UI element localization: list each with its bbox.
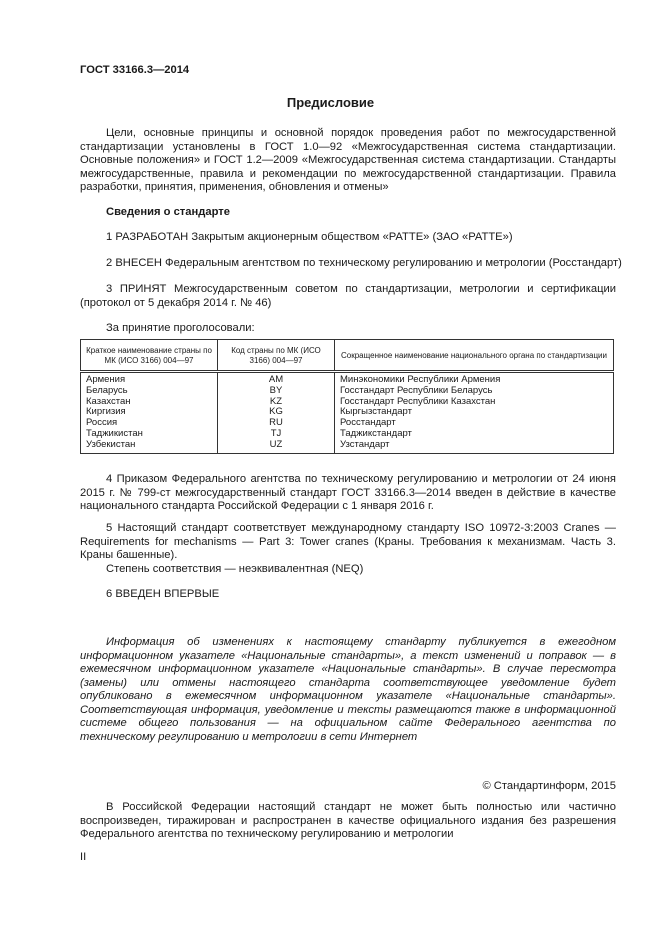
conformity-degree: Степень соответствия — неэквивалентная (NEQ) — [106, 563, 364, 575]
table-cell-body: Госстандарт Республики Беларусь — [335, 386, 614, 397]
table-cell-body: Госстандарт Республики Казахстан — [335, 397, 614, 408]
table-header-body: Сокращенное наименование национального органа по стандартизации — [335, 340, 614, 372]
document-header: ГОСТ 33166.3—2014 — [80, 64, 190, 76]
voting-table — [80, 339, 614, 454]
table-cell-country: Россия — [81, 418, 218, 429]
table-header-country: Краткое наименование страны по МК (ИСО 3166) 004—97 — [81, 340, 218, 372]
item-introduced: 2 ВНЕСЕН Федеральным агентством по техническому регулированию и метрологии (Росстандарт) — [106, 257, 622, 269]
item-adopted: 3 ПРИНЯТ Межгосударственным советом по стандартизации, метрологии и сертификации (протокол от 5 декабря 2014 г. № 46) — [80, 283, 616, 309]
table-cell-code: BY — [218, 386, 335, 397]
table-row — [81, 440, 614, 453]
table-cell-code: UZ — [218, 440, 335, 453]
table-row — [81, 386, 614, 397]
table-cell-code: AM — [218, 372, 335, 386]
table-cell-body: Росстандарт — [335, 418, 614, 429]
table-cell-country: Армения — [81, 372, 218, 386]
table-cell-country: Узбекистан — [81, 440, 218, 453]
table-cell-country: Беларусь — [81, 386, 218, 397]
table-cell-code: RU — [218, 418, 335, 429]
intro-paragraph: Цели, основные принципы и основной порядок проведения работ по межгосударственной стандартизации установлены в ГОСТ 1.0—92 «Межгосударственная система стандартизации. Основные положения» и ГОСТ 1.2—2009 «Межгосударственная система стандартизации. Стандарты межгосударственные, правила и рекомендации по межгосударственной стандартизации. Правила разработки, принятия, применения, обновления и отмены» — [80, 127, 616, 193]
copyright-line: © Стандартинформ, 2015 — [482, 780, 616, 792]
page-number: II — [80, 851, 87, 863]
item-first-introduced: 6 ВВЕДЕН ВПЕРВЫЕ — [106, 588, 220, 600]
table-cell-body: Минэкономики Республики Армения — [335, 372, 614, 386]
table-cell-code: KZ — [218, 397, 335, 408]
voted-label: За принятие проголосовали: — [106, 322, 255, 334]
table-cell-code: KG — [218, 407, 335, 418]
table-cell-body: Узстандарт — [335, 440, 614, 453]
table-cell-body: Кыргызстандарт — [335, 407, 614, 418]
item-developed: 1 РАЗРАБОТАН Закрытым акционерным обществом «PATTE» (ЗАО «PATTE») — [106, 231, 513, 243]
table-row — [81, 372, 614, 386]
item-order: 4 Приказом Федерального агентства по техническому регулированию и метрологии от 24 июня 2015 г. № 799-ст межгосударственный стандарт ГОСТ 33166.3—2014 введен в действие в качестве национального стандарта Российской Федерации с 1 января 2016 г. — [80, 473, 616, 512]
legal-notice: В Российской Федерации настоящий стандарт не может быть полностью или частично воспроизведен, тиражирован и распространен в качестве официального издания без разрешения Федерального агентства по техническому регулированию и метрологии — [80, 801, 616, 840]
table-cell-code: TJ — [218, 429, 335, 440]
info-notice: Информация об изменениях к настоящему стандарту публикуется в ежегодном информационном указателе «Национальные стандарты», а текст изменений и поправок — в ежемесячном информационном указателе «Национальные стандарты». В случае пересмотра (замены) или отмены настоящего стандарта соответствующее уведомление будет опубликовано в ежемесячном информационном указателе «Национальные стандарты». Соответствующая информация, уведомление и тексты размещаются также в информационной системе общего пользования — на официальном сайте Федерального агентства по техническому регулированию и метрологии в сети Интернет — [80, 636, 616, 743]
page-title: Предисловие — [286, 95, 375, 110]
section-heading: Сведения о стандарте — [106, 206, 230, 218]
table-cell-country: Таджикистан — [81, 429, 218, 440]
table-cell-country: Киргизия — [81, 407, 218, 418]
item-conformity: 5 Настоящий стандарт соответствует международному стандарту ISO 10972-3:2003 Cranes — Requirements for mechanisms — Part 3: Tower cranes (Краны. Требования к механизмам. Часть 3. Краны башенные). — [80, 522, 616, 561]
table-header-row — [81, 340, 614, 372]
table-cell-country: Казахстан — [81, 397, 218, 408]
table-cell-body: Таджикстандарт — [335, 429, 614, 440]
table-header-code: Код страны по МК (ИСО 3166) 004—97 — [218, 340, 335, 372]
